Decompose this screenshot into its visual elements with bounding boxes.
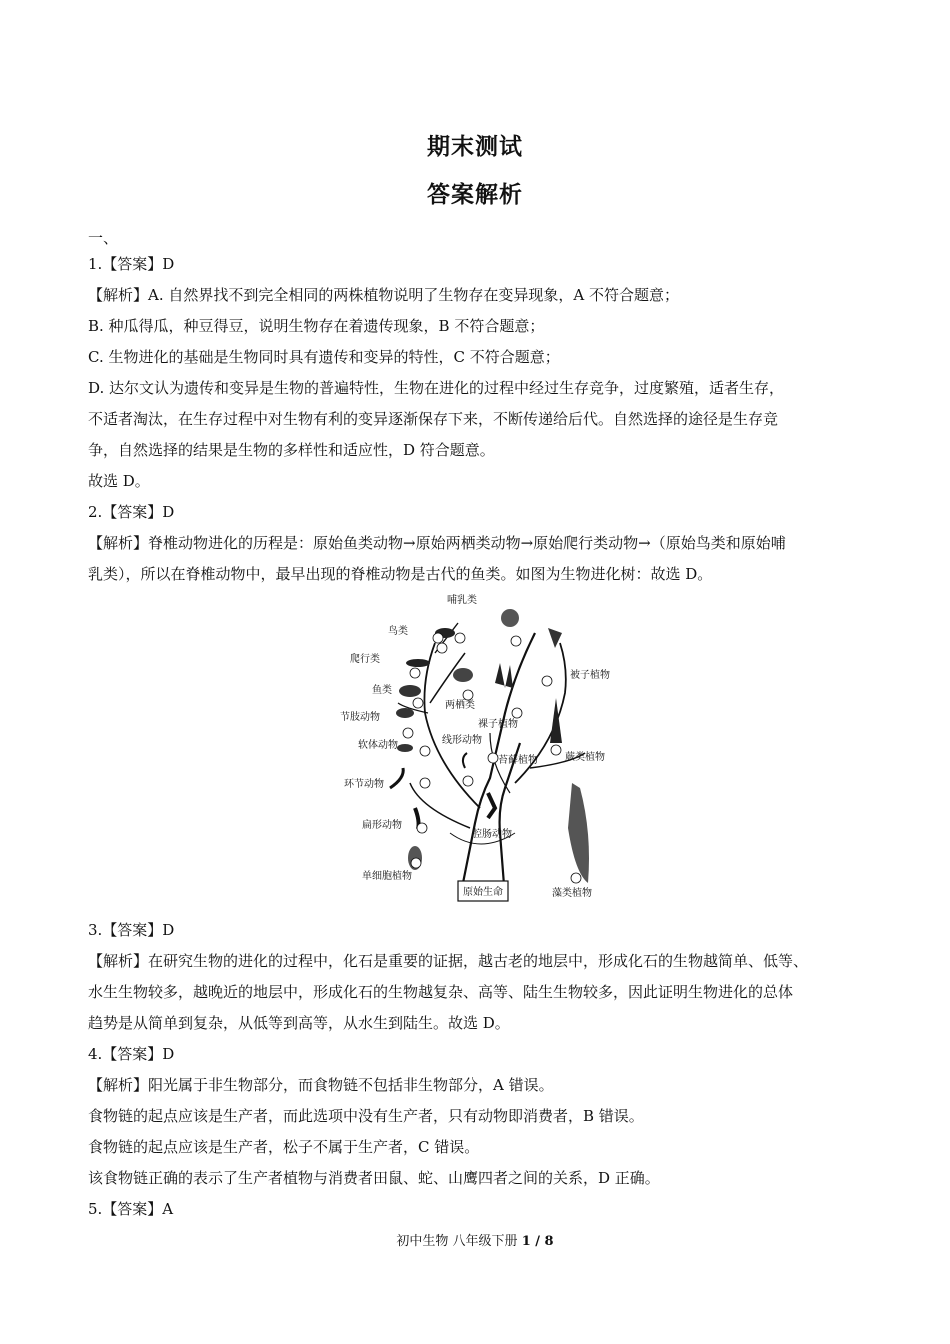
analysis-1-line-2: B. 种瓜得瓜，种豆得豆，说明生物存在着遗传现象，B 不符合题意； [88,317,545,335]
answer-5: 5.【答案】A [88,1200,174,1218]
answer-3: 3.【答案】D [88,921,175,939]
answer-2: 2.【答案】D [88,503,175,521]
label-ferns: 蕨类植物 [565,752,605,763]
label-angiosperms: 被子植物 [570,670,610,681]
analysis-3-line-2: 水生生物较多，越晚近的地层中，形成化石的生物越复杂、高等、陆生生物较多，因此证明生物进化的总体 [88,983,794,1001]
answer-4: 4.【答案】D [88,1045,175,1063]
page-title: 期末测试 [427,134,523,160]
label-amphibians: 两栖类 [445,700,475,711]
analysis-2-line-1: 【解析】脊椎动物进化的历程是：原始鱼类动物→原始两栖类动物→原始爬行类动物→（原始鸟类和原始哺 [88,534,786,552]
label-fish: 鱼类 [372,685,392,696]
analysis-1-line-3: C. 生物进化的基础是生物同时具有遗传和变异的特性，C 不符合题意； [88,348,560,366]
label-mosses: 苔藓植物 [498,755,538,766]
label-arthropods: 节肢动物 [340,712,380,723]
analysis-1-line-4: D. 达尔文认为遗传和变异是生物的普遍特性，生物在进化的过程中经过生存竞争，过度繁殖，适者生存， [88,379,785,397]
section-label: 一、 [88,229,119,247]
analysis-3-line-3: 趋势是从简单到复杂，从低等到高等，从水生到陆生。故选 D。 [88,1014,510,1032]
analysis-3-line-1: 【解析】在研究生物的进化的过程中，化石是重要的证据，越古老的地层中，形成化石的生物越简单、低等、 [88,952,809,970]
label-origin: 原始生命 [463,887,503,898]
analysis-4-line-4: 该食物链正确的表示了生产者植物与消费者田鼠、蛇、山鹰四者之间的关系，D 正确。 [88,1169,660,1187]
label-nematodes: 线形动物 [442,735,482,746]
label-birds: 鸟类 [388,626,408,637]
answer-1: 1.【答案】D [88,255,175,273]
footer-page-number: 1 / 8 [521,1234,554,1249]
page-footer [0,1230,950,1249]
label-coelenterates: 腔肠动物 [472,829,512,840]
analysis-2-line-2: 乳类），所以在脊椎动物中，最早出现的脊椎动物是古代的鱼类。如图为生物进化树：故选 D。 [88,565,713,583]
analysis-4-line-3: 食物链的起点应该是生产者，松子不属于生产者，C 错误。 [88,1138,480,1156]
analysis-4-line-2: 食物链的起点应该是生产者，而此选项中没有生产者，只有动物即消费者，B 错误。 [88,1107,644,1125]
label-gymnosperms: 裸子植物 [478,719,518,730]
analysis-1-line-1: 【解析】A. 自然界找不到完全相同的两株植物说明了生物存在变异现象，A 不符合题意； [88,286,679,304]
label-annelids: 环节动物 [344,779,384,790]
label-reptiles: 爬行类 [350,654,380,665]
label-algae: 藻类植物 [552,888,592,899]
analysis-1-line-6: 争，自然选择的结果是生物的多样性和适应性，D 符合题意。 [88,441,495,459]
analysis-4-line-1: 【解析】阳光属于非生物部分，而食物链不包括非生物部分，A 错误。 [88,1076,554,1094]
analysis-1-line-5: 不适者淘汰，在生存过程中对生物有利的变异逐渐保存下来，不断传递给后代。自然选择的途径是生存竞 [88,410,779,428]
evolution-tree-figure [330,593,620,903]
label-unicellular: 单细胞植物 [362,871,412,882]
page-subtitle: 答案解析 [427,182,523,208]
label-mammals: 哺乳类 [447,595,477,606]
label-flatworms: 扁形动物 [362,820,402,831]
analysis-1-line-7: 故选 D。 [88,472,150,490]
label-mollusks: 软体动物 [358,740,398,751]
footer-course: 初中生物 八年级下册 [396,1234,518,1249]
